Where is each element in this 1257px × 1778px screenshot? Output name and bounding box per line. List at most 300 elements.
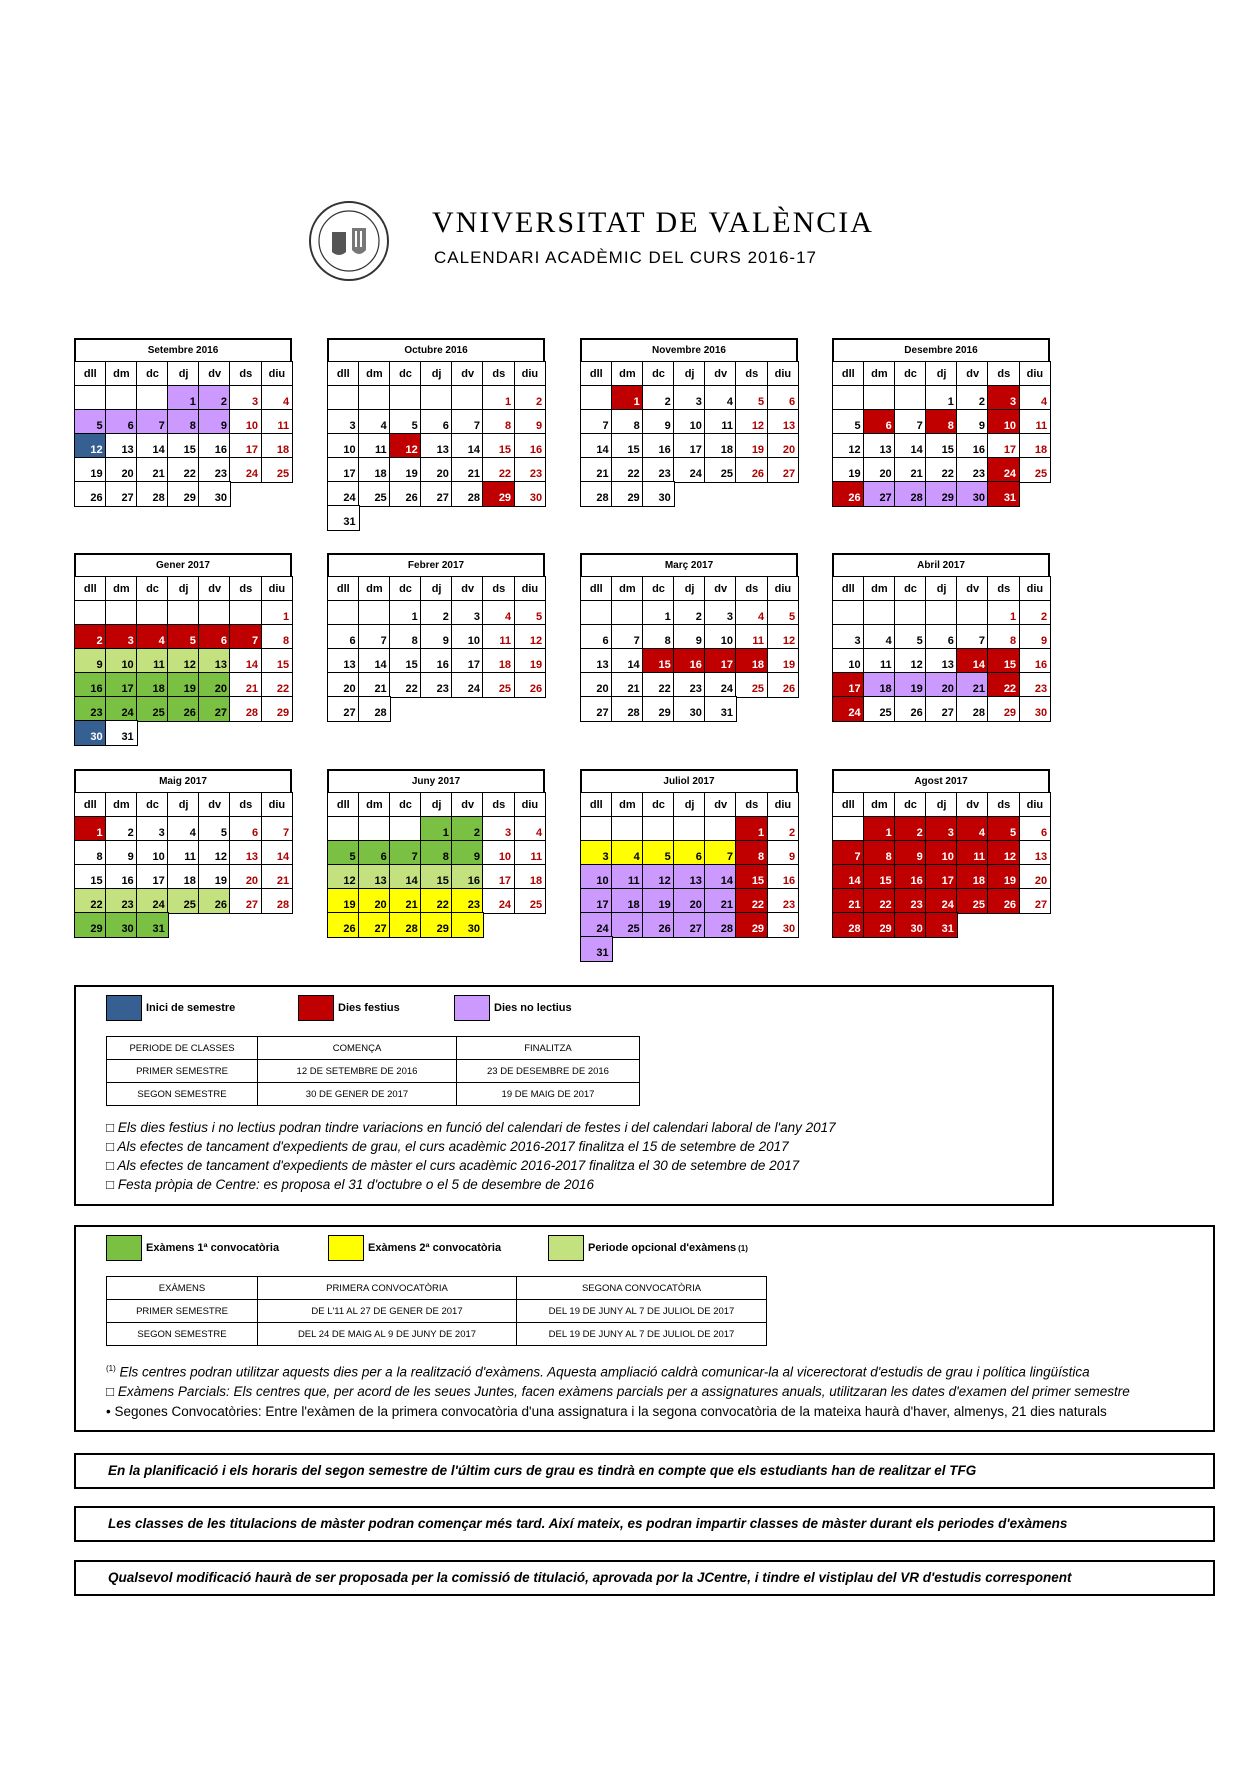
day-cell: 16	[642, 433, 675, 459]
day-cell: 22	[987, 672, 1020, 698]
month-title: Gener 2017	[74, 553, 292, 576]
day-cell: 6	[767, 385, 800, 411]
university-name: VNIVERSITAT DE VALÈNCIA	[432, 206, 874, 239]
day-cell: 29	[261, 696, 294, 722]
day-cell: 23	[1019, 672, 1052, 698]
empty-cell	[136, 600, 169, 626]
month-title: Novembre 2016	[580, 338, 798, 361]
day-cell: 27	[358, 912, 391, 938]
month-calendar	[832, 338, 1050, 505]
day-cell: 19	[327, 888, 360, 914]
day-cell: 22	[167, 457, 200, 483]
day-cell: 22	[863, 888, 896, 914]
day-header: dj	[167, 792, 200, 818]
legend-opcional	[548, 1235, 748, 1261]
day-cell: 10	[704, 624, 737, 650]
day-cell: 19	[832, 457, 865, 483]
day-header: dc	[642, 792, 675, 818]
table-cell: SEGON SEMESTRE	[107, 1083, 258, 1106]
day-cell: 26	[167, 696, 200, 722]
day-cell: 31	[580, 936, 613, 962]
day-cell: 3	[704, 600, 737, 626]
day-cell: 24	[482, 888, 515, 914]
day-cell: 3	[105, 624, 138, 650]
day-cell: 28	[611, 696, 644, 722]
day-cell: 27	[925, 696, 958, 722]
month-grid	[327, 792, 545, 936]
month-grid	[327, 361, 545, 529]
day-cell: 6	[420, 409, 453, 435]
day-cell: 25	[482, 672, 515, 698]
empty-cell	[580, 600, 613, 626]
day-cell: 5	[767, 600, 800, 626]
day-cell: 23	[673, 672, 706, 698]
empty-cell	[358, 385, 391, 411]
day-cell: 24	[925, 888, 958, 914]
empty-cell	[451, 385, 484, 411]
day-cell: 15	[735, 864, 768, 890]
day-cell: 26	[327, 912, 360, 938]
day-cell: 15	[987, 648, 1020, 674]
legend-opcional-label: Periode opcional d'exàmens	[588, 1242, 737, 1254]
day-cell: 30	[74, 720, 107, 746]
day-header: dv	[956, 792, 989, 818]
day-cell: 10	[673, 409, 706, 435]
day-header: dj	[925, 576, 958, 602]
day-cell: 9	[514, 409, 547, 435]
day-cell: 28	[894, 481, 927, 507]
empty-cell	[327, 600, 360, 626]
day-cell: 21	[389, 888, 422, 914]
day-cell: 19	[642, 888, 675, 914]
day-header: dll	[832, 576, 865, 602]
day-cell: 26	[198, 888, 231, 914]
empty-cell	[389, 385, 422, 411]
day-cell: 2	[105, 816, 138, 842]
empty-cell	[956, 600, 989, 626]
day-cell: 6	[358, 840, 391, 866]
day-header: dm	[611, 361, 644, 387]
empty-cell	[327, 816, 360, 842]
day-cell: 14	[894, 433, 927, 459]
day-header: ds	[229, 361, 262, 387]
footnote-marker: (1)	[106, 1364, 116, 1373]
day-cell: 23	[451, 888, 484, 914]
exam2-swatch	[328, 1235, 364, 1261]
day-cell: 16	[420, 648, 453, 674]
day-cell: 2	[514, 385, 547, 411]
table-cell: DEL 19 DE JUNY AL 7 DE JULIOL DE 2017	[517, 1300, 767, 1323]
day-cell: 19	[735, 433, 768, 459]
day-cell: 22	[261, 672, 294, 698]
day-cell: 14	[229, 648, 262, 674]
day-cell: 20	[327, 672, 360, 698]
day-cell: 8	[482, 409, 515, 435]
day-cell: 22	[74, 888, 107, 914]
day-cell: 28	[956, 696, 989, 722]
day-cell: 13	[863, 433, 896, 459]
day-cell: 1	[261, 600, 294, 626]
day-cell: 18	[482, 648, 515, 674]
day-header: dv	[704, 792, 737, 818]
day-cell: 9	[767, 840, 800, 866]
day-header: dll	[74, 576, 107, 602]
day-cell: 9	[956, 409, 989, 435]
day-cell: 31	[136, 912, 169, 938]
day-cell: 15	[642, 648, 675, 674]
day-cell: 6	[229, 816, 262, 842]
empty-cell	[580, 816, 613, 842]
day-cell: 25	[956, 888, 989, 914]
day-cell: 20	[198, 672, 231, 698]
day-cell: 14	[451, 433, 484, 459]
note-item: □ Als efectes de tancament d'expedients de màster el curs acadèmic 2016-2017 finalitza el 30 de setembre de 2017	[106, 1158, 800, 1173]
day-cell: 29	[611, 481, 644, 507]
day-cell: 28	[229, 696, 262, 722]
day-cell: 15	[261, 648, 294, 674]
day-cell: 25	[136, 696, 169, 722]
day-cell: 10	[832, 648, 865, 674]
month-title: Agost 2017	[832, 769, 1050, 792]
day-cell: 7	[580, 409, 613, 435]
day-cell: 4	[261, 385, 294, 411]
day-header: diu	[767, 361, 800, 387]
footnote-marker: (1)	[738, 1243, 748, 1253]
month-title: Març 2017	[580, 553, 798, 576]
day-cell: 21	[580, 457, 613, 483]
day-cell: 22	[735, 888, 768, 914]
opcional-swatch	[548, 1235, 584, 1261]
note-text: Exàmens Parcials: Els centres que, per acord de les seues Juntes, facen exàmens parcials per a assignatures anuals, utilitzaran les dates d'examen del primer semestre	[117, 1384, 1130, 1399]
day-cell: 8	[261, 624, 294, 650]
month-grid	[74, 792, 292, 936]
day-header: dc	[136, 576, 169, 602]
day-cell: 9	[673, 624, 706, 650]
month-grid	[832, 576, 1050, 720]
day-cell: 21	[229, 672, 262, 698]
day-cell: 9	[642, 409, 675, 435]
day-cell: 18	[261, 433, 294, 459]
day-header: dll	[580, 792, 613, 818]
day-cell: 10	[451, 624, 484, 650]
day-cell: 28	[704, 912, 737, 938]
modification-note-bar: Qualsevol modificació haurà de ser proposada per la comissió de titulació, aprovada por la JCentre, i tindre el vistiplau del VR d'estudis corresponent	[74, 1560, 1215, 1596]
day-cell: 11	[136, 648, 169, 674]
month-calendar	[580, 769, 798, 960]
day-cell: 10	[327, 433, 360, 459]
day-cell: 30	[1019, 696, 1052, 722]
day-cell: 13	[580, 648, 613, 674]
day-cell: 17	[229, 433, 262, 459]
day-cell: 19	[198, 864, 231, 890]
day-header: diu	[261, 576, 294, 602]
day-cell: 12	[767, 624, 800, 650]
day-cell: 13	[420, 433, 453, 459]
day-header: dc	[389, 361, 422, 387]
day-header: dj	[925, 361, 958, 387]
day-cell: 26	[832, 481, 865, 507]
day-cell: 6	[673, 840, 706, 866]
day-cell: 21	[832, 888, 865, 914]
table-cell: DEL 24 DE MAIG AL 9 DE JUNY DE 2017	[258, 1323, 517, 1346]
day-cell: 28	[832, 912, 865, 938]
day-cell: 24	[105, 696, 138, 722]
day-cell: 5	[642, 840, 675, 866]
day-header: dc	[136, 361, 169, 387]
day-cell: 25	[611, 912, 644, 938]
empty-cell	[704, 816, 737, 842]
day-header: dc	[389, 792, 422, 818]
day-cell: 10	[482, 840, 515, 866]
table-cell: 12 DE SETEMBRE DE 2016	[258, 1060, 457, 1083]
day-cell: 15	[925, 433, 958, 459]
day-header: dv	[956, 361, 989, 387]
day-header: dv	[451, 361, 484, 387]
day-cell: 12	[832, 433, 865, 459]
day-cell: 14	[611, 648, 644, 674]
table-cell: 19 DE MAIG DE 2017	[457, 1083, 640, 1106]
empty-cell	[105, 385, 138, 411]
day-cell: 16	[767, 864, 800, 890]
day-cell: 17	[987, 433, 1020, 459]
table-cell: FINALITZA	[457, 1037, 640, 1060]
empty-cell	[105, 600, 138, 626]
day-cell: 31	[105, 720, 138, 746]
day-cell: 27	[229, 888, 262, 914]
legend-exam1	[106, 1235, 279, 1261]
note-text: Els dies festius i no lectius podran tindre variacions en funció del calendari de festes i del calendari laboral de l'any 2017	[117, 1120, 836, 1135]
day-cell: 7	[956, 624, 989, 650]
table-cell: PRIMER SEMESTRE	[107, 1300, 258, 1323]
day-cell: 1	[925, 385, 958, 411]
day-cell: 23	[642, 457, 675, 483]
empty-cell	[198, 600, 231, 626]
day-cell: 1	[735, 816, 768, 842]
empty-cell	[925, 600, 958, 626]
day-cell: 28	[136, 481, 169, 507]
day-cell: 22	[611, 457, 644, 483]
day-header: dll	[74, 792, 107, 818]
day-cell: 25	[1019, 457, 1052, 483]
day-header: dc	[894, 792, 927, 818]
day-header: dll	[832, 361, 865, 387]
table-cell: 23 DE DESEMBRE DE 2016	[457, 1060, 640, 1083]
day-cell: 10	[580, 864, 613, 890]
day-cell: 14	[832, 864, 865, 890]
empty-cell	[229, 600, 262, 626]
month-calendar	[327, 769, 545, 936]
day-cell: 13	[767, 409, 800, 435]
empty-cell	[611, 816, 644, 842]
day-cell: 28	[580, 481, 613, 507]
day-cell: 15	[167, 433, 200, 459]
day-cell: 4	[611, 840, 644, 866]
day-cell: 16	[894, 864, 927, 890]
day-cell: 31	[327, 505, 360, 531]
day-cell: 16	[198, 433, 231, 459]
day-cell: 11	[704, 409, 737, 435]
month-title: Desembre 2016	[832, 338, 1050, 361]
day-cell: 29	[167, 481, 200, 507]
day-cell: 22	[389, 672, 422, 698]
note-item: □ Els dies festius i no lectius podran tindre variacions en funció del calendari de festes i del calendari laboral de l'any 2017	[106, 1120, 836, 1135]
day-cell: 7	[261, 816, 294, 842]
day-cell: 13	[327, 648, 360, 674]
day-cell: 30	[767, 912, 800, 938]
table-row	[107, 1323, 767, 1346]
day-cell: 20	[358, 888, 391, 914]
day-cell: 23	[894, 888, 927, 914]
table-cell: PERIODE DE CLASSES	[107, 1037, 258, 1060]
day-cell: 23	[767, 888, 800, 914]
legend-exam1-label: Exàmens 1ª convocatòria	[146, 1242, 280, 1254]
day-cell: 22	[482, 457, 515, 483]
day-header: dj	[167, 576, 200, 602]
table-row	[107, 1083, 640, 1106]
day-header: ds	[229, 792, 262, 818]
day-cell: 22	[420, 888, 453, 914]
legend-inici	[106, 995, 235, 1021]
day-cell: 30	[198, 481, 231, 507]
day-cell: 14	[956, 648, 989, 674]
month-grid	[327, 576, 545, 720]
day-header: diu	[767, 792, 800, 818]
day-cell: 26	[74, 481, 107, 507]
table-cell: EXÀMENS	[107, 1277, 258, 1300]
day-cell: 4	[704, 385, 737, 411]
day-cell: 18	[358, 457, 391, 483]
table-row	[107, 1300, 767, 1323]
month-grid	[580, 576, 798, 720]
day-cell: 17	[704, 648, 737, 674]
day-cell: 13	[358, 864, 391, 890]
month-grid	[74, 576, 292, 744]
day-cell: 20	[925, 672, 958, 698]
day-cell: 11	[611, 864, 644, 890]
day-header: dll	[74, 361, 107, 387]
day-cell: 17	[482, 864, 515, 890]
day-header: dj	[673, 792, 706, 818]
day-cell: 9	[420, 624, 453, 650]
day-cell: 7	[894, 409, 927, 435]
day-cell: 5	[832, 409, 865, 435]
day-cell: 14	[358, 648, 391, 674]
day-cell: 10	[136, 840, 169, 866]
day-cell: 21	[704, 888, 737, 914]
day-cell: 13	[1019, 840, 1052, 866]
day-cell: 27	[863, 481, 896, 507]
day-cell: 12	[327, 864, 360, 890]
day-cell: 24	[580, 912, 613, 938]
month-calendar	[74, 338, 292, 505]
classes-table-header	[107, 1037, 640, 1060]
day-cell: 1	[987, 600, 1020, 626]
day-cell: 16	[451, 864, 484, 890]
day-cell: 27	[673, 912, 706, 938]
day-cell: 3	[229, 385, 262, 411]
day-cell: 26	[514, 672, 547, 698]
empty-cell	[832, 600, 865, 626]
month-title: Maig 2017	[74, 769, 292, 792]
empty-cell	[420, 385, 453, 411]
day-cell: 3	[925, 816, 958, 842]
day-cell: 3	[673, 385, 706, 411]
note-item: • Segones Convocatòries: Entre l'exàmen de la primera convocatòria d'una assignatura i la segona convocatòria de la mateixa haurà d'haver, almenys, 21 dies naturals	[106, 1404, 1107, 1419]
day-cell: 28	[451, 481, 484, 507]
day-cell: 11	[863, 648, 896, 674]
day-header: dv	[704, 361, 737, 387]
day-cell: 31	[925, 912, 958, 938]
day-cell: 17	[925, 864, 958, 890]
day-cell: 11	[261, 409, 294, 435]
day-cell: 8	[735, 840, 768, 866]
day-cell: 27	[198, 696, 231, 722]
day-cell: 6	[925, 624, 958, 650]
day-cell: 19	[987, 864, 1020, 890]
legend-festius	[298, 995, 400, 1021]
note-text: Als efectes de tancament d'expedients de grau, el curs acadèmic 2016-2017 finalitza el 15 de setembre de 2017	[117, 1139, 789, 1154]
day-cell: 19	[894, 672, 927, 698]
day-cell: 15	[389, 648, 422, 674]
day-cell: 21	[894, 457, 927, 483]
day-cell: 1	[74, 816, 107, 842]
day-cell: 29	[925, 481, 958, 507]
day-header: dm	[105, 792, 138, 818]
day-cell: 16	[74, 672, 107, 698]
day-cell: 20	[229, 864, 262, 890]
day-cell: 16	[1019, 648, 1052, 674]
day-cell: 24	[451, 672, 484, 698]
day-cell: 24	[229, 457, 262, 483]
day-header: dm	[358, 792, 391, 818]
day-cell: 8	[863, 840, 896, 866]
day-header: ds	[482, 576, 515, 602]
day-cell: 17	[451, 648, 484, 674]
day-cell: 5	[894, 624, 927, 650]
day-header: diu	[514, 792, 547, 818]
day-header: diu	[514, 576, 547, 602]
day-cell: 16	[956, 433, 989, 459]
day-cell: 24	[987, 457, 1020, 483]
day-header: dj	[420, 792, 453, 818]
day-cell: 25	[167, 888, 200, 914]
day-cell: 25	[735, 672, 768, 698]
day-cell: 9	[1019, 624, 1052, 650]
legend-nolectius-label: Dies no lectius	[494, 1002, 572, 1014]
day-header: dv	[198, 792, 231, 818]
day-cell: 30	[673, 696, 706, 722]
day-cell: 2	[74, 624, 107, 650]
table-cell: DE L'11 AL 27 DE GENER DE 2017	[258, 1300, 517, 1323]
day-header: ds	[987, 361, 1020, 387]
day-cell: 18	[735, 648, 768, 674]
day-cell: 15	[611, 433, 644, 459]
day-cell: 25	[704, 457, 737, 483]
day-cell: 30	[894, 912, 927, 938]
day-cell: 26	[894, 696, 927, 722]
day-cell: 17	[327, 457, 360, 483]
day-cell: 15	[74, 864, 107, 890]
day-cell: 11	[167, 840, 200, 866]
day-cell: 4	[735, 600, 768, 626]
day-cell: 17	[580, 888, 613, 914]
master-note-bar: Les classes de les titulacions de màster podran començar més tard. Així mateix, es podran impartir classes de màster durant els periodes d'exàmens	[74, 1506, 1215, 1542]
day-cell: 18	[514, 864, 547, 890]
day-cell: 29	[863, 912, 896, 938]
day-cell: 28	[358, 696, 391, 722]
day-cell: 20	[767, 433, 800, 459]
legend-festius-label: Dies festius	[338, 1002, 400, 1014]
